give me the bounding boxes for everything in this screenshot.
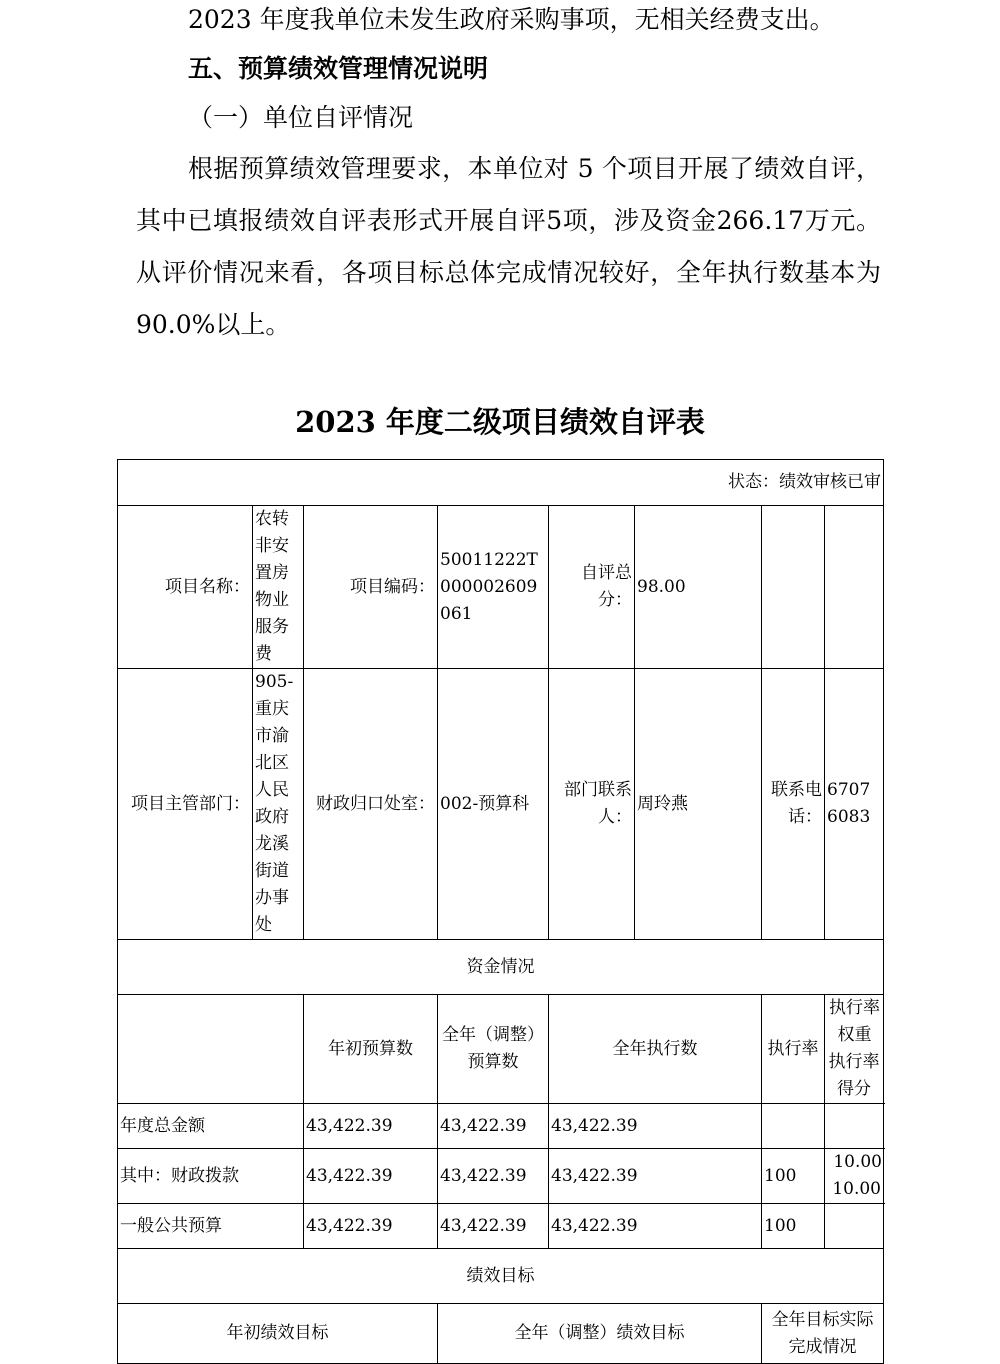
- row-label: 一般公共预算: [118, 1204, 304, 1249]
- status-cell: 状态：绩效审核已审: [118, 460, 884, 506]
- cell-weight-score: [825, 1204, 884, 1249]
- cell-initial: 43,422.39: [304, 1104, 438, 1149]
- finance-office-value: 002-预算科: [438, 669, 549, 940]
- row-label: 其中：财政拨款: [118, 1149, 304, 1204]
- col-adjusted-budget: 全年（调整）预算数: [438, 995, 549, 1104]
- goals-header: 绩效目标: [118, 1249, 884, 1304]
- contact-label: 部门联系人：: [549, 669, 635, 940]
- section-heading: 五、预算绩效管理情况说明: [188, 54, 489, 83]
- col-score: 执行率得分: [828, 1052, 880, 1099]
- procurement-statement: 2023 年度我单位未发生政府采购事项，无相关经费支出。: [188, 5, 835, 34]
- contact-value: 周玲燕: [635, 669, 762, 940]
- project-code-label: 项目编码：: [304, 506, 438, 669]
- funds-header: 资金情况: [118, 940, 884, 995]
- row-label: 年度总金额: [118, 1104, 304, 1149]
- table-row: [118, 1104, 884, 1149]
- col-initial-goal: 年初绩效目标: [118, 1304, 438, 1364]
- col-initial-budget: 年初预算数: [304, 995, 438, 1104]
- cell-rate: [762, 1104, 825, 1149]
- col-executed: 全年执行数: [549, 995, 762, 1104]
- col-rate: 执行率: [762, 995, 825, 1104]
- col-weight-score: [825, 995, 884, 1104]
- cell-initial: 43,422.39: [304, 1149, 438, 1204]
- cell-rate: 100: [762, 1204, 825, 1249]
- evaluation-table: [117, 459, 884, 1364]
- dept-label: 项目主管部门：: [118, 669, 253, 940]
- project-name-value: 农转非安置房物业服务费: [253, 506, 304, 669]
- finance-office-label: 财政归口处室：: [304, 669, 438, 940]
- col-weight: 执行率权重: [825, 995, 884, 1049]
- empty-cell: [118, 995, 304, 1104]
- empty-cell: [825, 506, 884, 669]
- cell-adjusted: 43,422.39: [438, 1204, 549, 1249]
- table-row: [118, 1149, 884, 1204]
- col-adjusted-goal: 全年（调整）绩效目标: [438, 1304, 762, 1364]
- cell-score: 10.00: [832, 1179, 881, 1199]
- cell-weight-score: [825, 1149, 884, 1204]
- cell-adjusted: 43,422.39: [438, 1104, 549, 1149]
- cell-initial: 43,422.39: [304, 1204, 438, 1249]
- cell-weight-score: [825, 1104, 884, 1149]
- table-title: 2023 年度二级项目绩效自评表: [295, 405, 705, 439]
- cell-executed: 43,422.39: [549, 1104, 762, 1149]
- self-score-value: 98.00: [635, 506, 762, 669]
- phone-label: 联系电话：: [762, 669, 825, 940]
- self-score-label: 自评总分：: [549, 506, 635, 669]
- empty-cell: [762, 506, 825, 669]
- project-name-label: 项目名称：: [118, 506, 253, 669]
- cell-rate: 100: [762, 1149, 825, 1204]
- cell-weight: 10.00: [833, 1152, 882, 1172]
- sub-heading: （一）单位自评情况: [188, 103, 414, 132]
- phone-value: 67076083: [825, 669, 884, 940]
- col-actual-completion: 全年目标实际完成情况: [762, 1304, 884, 1364]
- cell-adjusted: 43,422.39: [438, 1149, 549, 1204]
- cell-executed: 43,422.39: [549, 1149, 762, 1204]
- self-evaluation-paragraph: 根据预算绩效管理要求，本单位对 5 个项目开展了绩效自评，其中已填报绩效自评表形式开展自评5项，涉及资金266.17万元。从评价情况来看，各项目标总体完成情况较好，全年执行数基本为 90.0%以上。: [136, 154, 881, 339]
- cell-executed: 43,422.39: [549, 1204, 762, 1249]
- project-code-value: 50011222T000002609061: [438, 506, 549, 669]
- dept-value: 905-重庆市渝北区人民政府龙溪街道办事处: [253, 669, 304, 940]
- cell-weight: [825, 1204, 884, 1248]
- table-row: [118, 1204, 884, 1249]
